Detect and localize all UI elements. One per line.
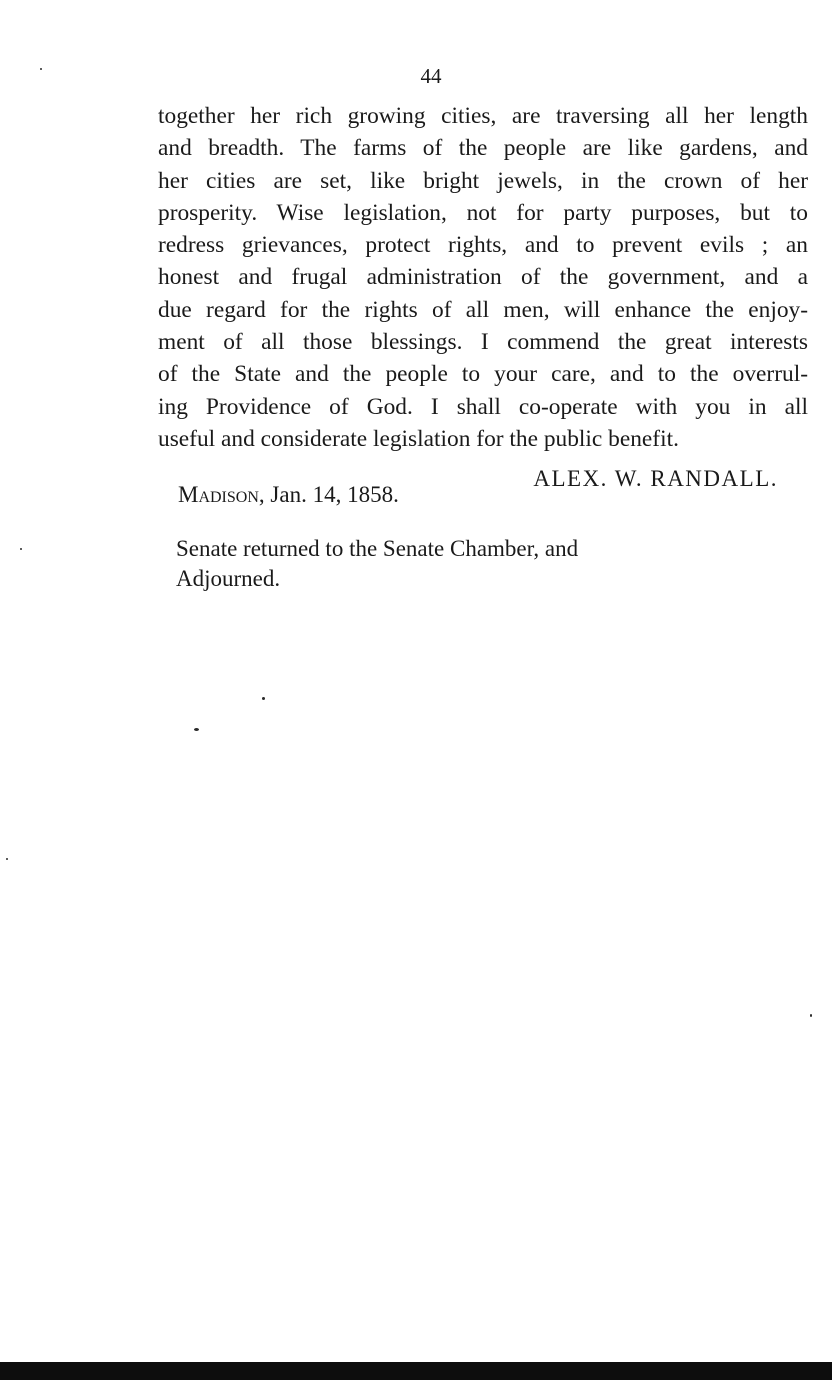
closing-line: Senate returned to the Senate Chamber, and	[176, 536, 579, 561]
body-line: honest and frugal administration of the government, and a	[158, 264, 808, 291]
dateline-place: Madison,	[178, 482, 265, 507]
scan-edge-bar	[0, 1362, 832, 1380]
body-line: her cities are set, like bright jewels, in the crown of her	[158, 167, 808, 194]
ink-speck	[810, 1014, 812, 1017]
body-line: together her rich growing cities, are traversing all her length	[158, 103, 808, 129]
closing-note	[176, 534, 578, 594]
dateline	[178, 482, 399, 508]
body-line: useful and considerate legislation for the public benefit.	[158, 425, 679, 452]
ink-speck	[40, 68, 42, 70]
body-line: redress grievances, protect rights, and to prevent evils ; an	[158, 232, 808, 259]
body-line: of the State and the people to your care, and to the overrul-	[158, 361, 808, 388]
signature: ALEX. W. RANDALL.	[533, 466, 778, 491]
ink-speck	[20, 548, 22, 550]
ink-speck	[194, 728, 199, 731]
page-number: 44	[420, 64, 442, 88]
body-line: due regard for the rights of all men, will enhance the enjoy-	[158, 296, 808, 323]
body-line: prosperity. Wise legislation, not for party purposes, but to	[158, 199, 808, 226]
body-line: ment of all those blessings. I commend the great interests	[158, 329, 808, 356]
ink-speck	[6, 858, 8, 860]
closing-line: Adjourned.	[176, 566, 281, 591]
body-line: and breadth. The farms of the people are like gardens, and	[158, 135, 808, 162]
body-line: ing Providence of God. I shall co-operate with you in all	[158, 393, 808, 420]
ink-speck	[262, 697, 265, 700]
dateline-date: Jan. 14, 1858.	[270, 482, 399, 507]
body-paragraph	[158, 100, 808, 455]
